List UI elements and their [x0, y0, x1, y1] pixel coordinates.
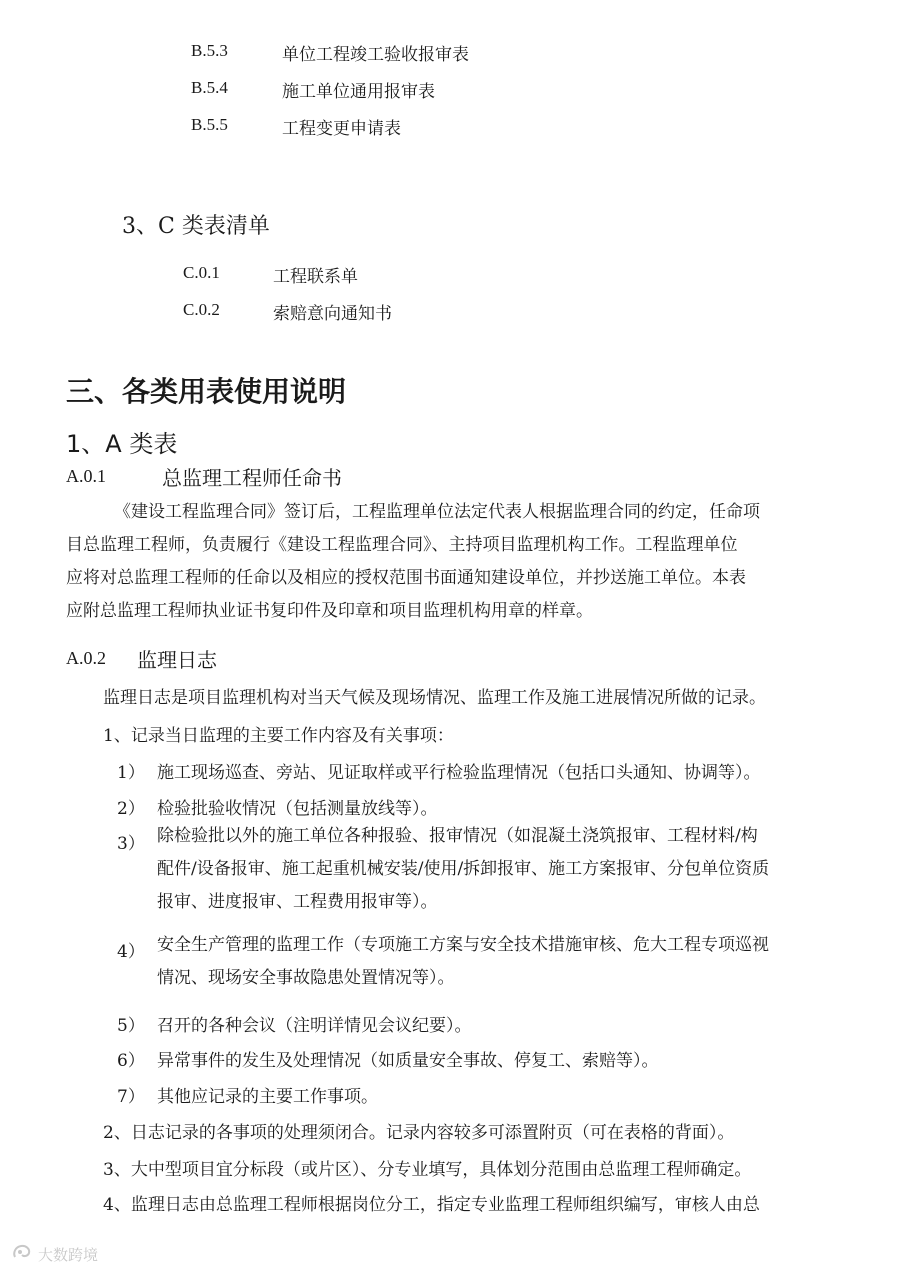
paragraph-line: 配件/设备报审、施工起重机械安装/使用/拆卸报审、施工方案报审、分包单位资质	[157, 859, 770, 879]
list-title: 工程变更申请表	[282, 119, 401, 139]
sub-item-text: 其他应记录的主要工作事项。	[157, 1087, 378, 1107]
point-3: 3、大中型项目宜分标段（或片区）、分专业填写，具体划分范围由总监理工程师确定。	[103, 1160, 752, 1180]
section-title: 三、各类用表使用说明	[66, 375, 347, 408]
paragraph-line: 除检验批以外的施工单位各种报验、报审情况（如混凝土浇筑报审、工程材料/构	[157, 826, 758, 846]
list-code: B.5.3	[191, 41, 228, 60]
watermark-logo-icon	[12, 1243, 32, 1265]
list-code: B.5.5	[191, 115, 228, 134]
sub-item-number: 7）	[117, 1087, 145, 1107]
paragraph-line: 报审、进度报审、工程费用报审等）。	[157, 892, 438, 912]
watermark	[12, 1243, 98, 1265]
sub-item-text	[157, 820, 769, 919]
subsection-title: 1、A 类表	[66, 430, 178, 458]
sub-item-text: 异常事件的发生及处理情况（如质量安全事故、停复工、索赔等）。	[157, 1051, 659, 1071]
paragraph-intro: 监理日志是项目监理机构对当天气候及现场情况、监理工作及施工进展情况所做的记录。	[103, 688, 766, 708]
list-code: C.0.1	[183, 263, 220, 282]
watermark-text: 大数跨境	[38, 1245, 99, 1264]
point-1: 1、记录当日监理的主要工作内容及有关事项：	[103, 726, 454, 746]
item-title: 总监理工程师任命书	[162, 466, 342, 490]
list-title: 施工单位通用报审表	[282, 82, 435, 102]
list-title: 索赔意向通知书	[273, 304, 392, 324]
item-title: 监理日志	[137, 648, 217, 672]
sub-item-number: 6）	[117, 1051, 145, 1071]
item-code: A.0.2	[66, 648, 106, 668]
sub-item-text	[157, 929, 769, 995]
sub-item-number: 2）	[117, 799, 145, 819]
paragraph-line: 安全生产管理的监理工作（专项施工方案与安全技术措施审核、危大工程专项巡视	[157, 935, 769, 955]
sub-item-text: 检验批验收情况（包括测量放线等）。	[157, 799, 438, 819]
list-code: B.5.4	[191, 78, 228, 97]
item-code: A.0.1	[66, 466, 106, 486]
paragraph-line: 应将对总监理工程师的任命以及相应的授权范围书面通知建设单位，并抄送施工单位。本表	[66, 568, 746, 588]
paragraph-line: 《建设工程监理合同》签订后，工程监理单位法定代表人根据监理合同的约定，任命项	[114, 502, 760, 522]
c-list-heading: 3、C 类表清单	[122, 214, 270, 239]
list-code: C.0.2	[183, 300, 220, 319]
paragraph-line: 目总监理工程师，负责履行《建设工程监理合同》、主持项目监理机构工作。工程监理单位	[66, 535, 738, 555]
sub-item-text: 施工现场巡查、旁站、见证取样或平行检验监理情况（包括口头通知、协调等）。	[157, 763, 761, 783]
point-2: 2、日志记录的各事项的处理须闭合。记录内容较多可添置附页（可在表格的背面）。	[103, 1123, 735, 1143]
paragraph-line: 应附总监理工程师执业证书复印件及印章和项目监理机构用章的样章。	[66, 601, 593, 621]
sub-item-number: 5）	[117, 1016, 145, 1036]
sub-item-text: 召开的各种会议（注明详情见会议纪要）。	[157, 1016, 472, 1036]
sub-item-number: 1）	[117, 763, 145, 783]
point-4: 4、监理日志由总监理工程师根据岗位分工，指定专业监理工程师组织编写，审核人由总	[103, 1195, 760, 1215]
list-title: 工程联系单	[273, 267, 358, 287]
paragraph-a01	[66, 496, 846, 628]
paragraph-line: 情况、现场安全事故隐患处置情况等）。	[157, 968, 455, 988]
sub-item-number: 3）	[117, 834, 145, 854]
list-title: 单位工程竣工验收报审表	[282, 45, 469, 65]
sub-item-number: 4）	[117, 942, 145, 962]
